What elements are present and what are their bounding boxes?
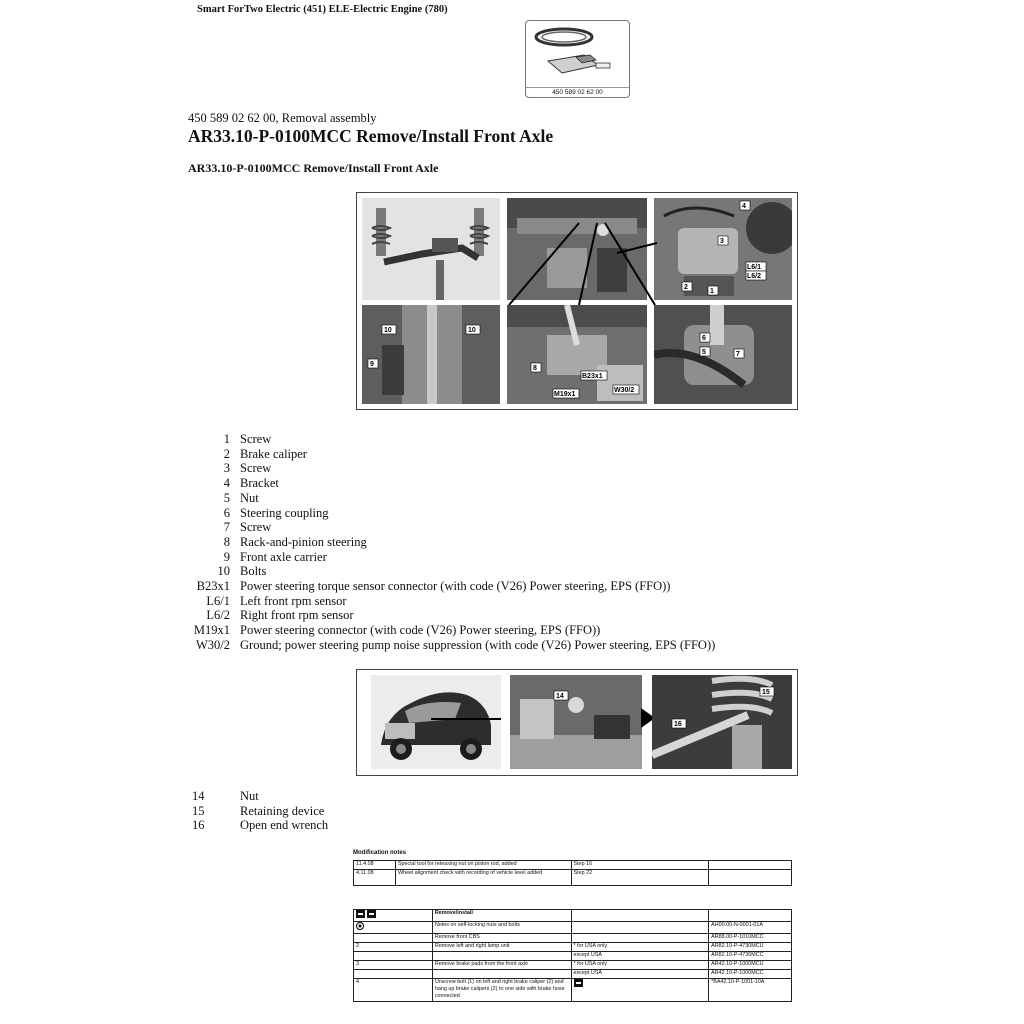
legend-item: M19x1 Power steering connector (with code (V26) Power steering, EPS (FFO)) (193, 623, 601, 638)
table-row: except USA AR42.10-P-1000MCC (354, 970, 792, 979)
svg-text:M19x1: M19x1 (554, 391, 576, 398)
tool-wrench-icon (526, 21, 629, 85)
legend-item: 9 Front axle carrier (223, 549, 327, 564)
svg-text:L6/1: L6/1 (747, 264, 762, 271)
strut-figure (356, 669, 798, 776)
spring-wrench-photo (652, 675, 792, 769)
modification-notes-table (353, 860, 792, 886)
svg-text:B23x1: B23x1 (582, 373, 603, 380)
note-icon (356, 922, 364, 930)
tool-icon (574, 979, 583, 987)
legend-item: 14 Nut (192, 789, 259, 803)
table-row: 4.11.08 Wheel alignment check with recording of vehicle level added Step 22 (354, 870, 792, 886)
special-tool-illustration (525, 20, 630, 98)
legend-item: 6 Steering coupling (223, 505, 329, 520)
callout-15 (760, 687, 774, 696)
table-row: Notes on self-locking nuts and bolts AH00.00-N-0001-01A (354, 922, 792, 934)
svg-text:2: 2 (684, 284, 688, 291)
table-row: 3 Remove brake pads from the front axle * for USA only AR42.10-P-1000MCU (354, 961, 792, 970)
legend-item: 16 Open end wrench (192, 818, 329, 833)
callout-leader-lines (357, 193, 797, 409)
svg-text:3: 3 (720, 238, 724, 245)
svg-text:10: 10 (468, 327, 476, 334)
legend-item: 5 Nut (223, 490, 259, 505)
legend-item: 4 Bracket (223, 476, 279, 491)
svg-text:6: 6 (702, 335, 706, 342)
legend-item: 10 Bolts (217, 564, 267, 579)
table-row: 11.4.08 Special tool for releasing nut on piston rod, added Step 16 (354, 861, 792, 870)
remove-install-table (353, 909, 792, 1002)
svg-text:14: 14 (556, 693, 564, 700)
svg-text:W30/2: W30/2 (614, 387, 635, 394)
table-row: 2 Remove left and right lamp unit * for USA only AR82.10-P-4730MCU (354, 943, 792, 952)
page-title: AR33.10-P-0100MCC Remove/Install Front Axle (188, 126, 554, 146)
tool-part-number: 450 589 02 62 00 (526, 87, 629, 96)
svg-text:5: 5 (702, 349, 706, 356)
vehicle-photo (371, 675, 501, 769)
remove-install-icon (356, 910, 378, 918)
table-row: Remove front CBS AR88.00-P-1010MCC (354, 934, 792, 943)
legend-item: 8 Rack-and-pinion steering (223, 534, 367, 549)
callout-16 (672, 719, 686, 728)
svg-text:L6/2: L6/2 (747, 273, 762, 280)
svg-text:15: 15 (762, 689, 770, 696)
svg-text:9: 9 (370, 361, 374, 368)
svg-text:8: 8 (533, 365, 537, 372)
legend-item: L6/2 Right front rpm sensor (206, 608, 354, 623)
document-header: Smart ForTwo Electric (451) ELE-Electric Engine (780) (197, 4, 448, 15)
legend-item: L6/1 Left front rpm sensor (206, 593, 347, 608)
table-header-row: Remove/install (354, 910, 792, 922)
legend-item: 3 Screw (223, 461, 272, 476)
table-row: except USA AR82.10-P-4730MCC (354, 952, 792, 961)
legend-item: W30/2 Ground; power steering pump noise suppression (with code (V26) Power steering, EPS (FFO)) (195, 637, 716, 652)
svg-text:16: 16 (674, 721, 682, 728)
strut-mount-photo (510, 675, 642, 769)
remove-install-icons (354, 910, 433, 922)
legend-item: 1 Screw (223, 432, 272, 446)
table-row: 4 Unscrew bolt (1) on left and right brake caliper (2) and hang up brake calipers (2) to one side with brake hose connected *BA42.10-P-1001-10A (354, 979, 792, 1002)
legend-item: B23x1 Power steering torque sensor connector (with code (V26) Power steering, EPS (FFO)) (196, 579, 671, 594)
svg-text:1: 1 (710, 288, 714, 295)
callout-14 (554, 691, 568, 700)
front-axle-figure (356, 192, 798, 410)
legend-item: 15 Retaining device (192, 803, 325, 818)
legend-figure-2 (188, 789, 328, 833)
tool-caption: 450 589 02 62 00, Removal assembly (188, 111, 377, 125)
svg-text:7: 7 (736, 351, 740, 358)
legend-figure-1 (188, 432, 715, 653)
legend-item: 2 Brake caliper (223, 446, 307, 461)
section-title: AR33.10-P-0100MCC Remove/Install Front Axle (188, 161, 439, 175)
legend-item: 7 Screw (223, 520, 272, 535)
svg-text:10: 10 (384, 327, 392, 334)
modification-notes-title: Modification notes (353, 850, 406, 856)
svg-text:4: 4 (742, 203, 746, 210)
